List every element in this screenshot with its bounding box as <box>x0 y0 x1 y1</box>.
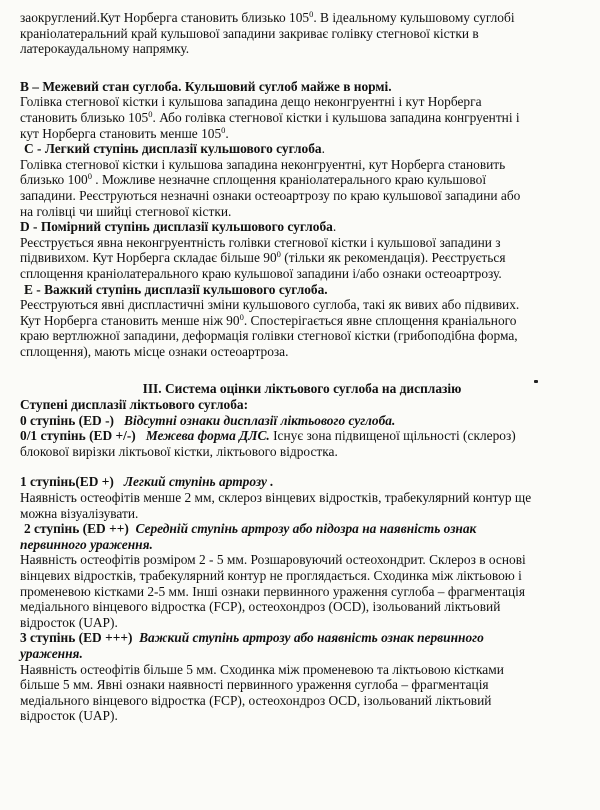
section-heading: ІІІ. Система оцінки ліктьового суглоба на дисплазію <box>142 381 462 397</box>
grade-0-line: 0 ступінь (ED -) Відсутні ознаки дисплазії ліктьового суглоба. <box>20 412 396 428</box>
hip-grade-d <box>20 219 584 281</box>
grade-2-desc-cont: первинного ураження. <box>20 536 153 552</box>
text-line: латерокаудальному напрямку. <box>20 41 190 57</box>
text-line: кут Норберга становить менше $105^0$. <box>20 124 229 141</box>
grade-01-line: 0/1 ступінь (ED +/-) Межева форма ДЛС. Існує зона підвищеної щільності (склероз) <box>20 428 516 444</box>
grade-3-line: 3 ступінь (ED +++) Важкий ступінь артрозу або наявність ознак первинного <box>20 630 484 646</box>
text-line: Наявність остеофітів більше 5 мм. Сходинка між променевою та ліктьовою кістками <box>20 661 504 677</box>
intro-paragraph <box>20 10 584 57</box>
text-line: близько $100^0$ . Можливе незначне сплощення краніолатерального краю кульшової <box>20 171 487 188</box>
text-line: краніолатеральний край кульшової западини закриває голівку стегнової кістки в <box>20 25 479 41</box>
text-line: підвивихом. Кут Норберга складає більше $90^0$ (тільки як рекомендація). Реєструється <box>20 249 506 266</box>
hip-grade-b <box>20 79 584 141</box>
text-line: більше 5 мм. Явні ознаки наявності первинного ураження суглоба – фрагментація <box>20 677 489 693</box>
grade-2-line: 2 ступінь (ED ++) Середній ступінь артрозу або підозра на наявність ознак <box>24 521 477 537</box>
text-line: відросток (UAP). <box>20 614 118 630</box>
text-line: блокової вирізки ліктьової кістки, ліктьового відростка. <box>20 443 338 459</box>
text-line: краю вертлюжної западини, деформація голівки стегнової кістки (грибоподібна форма, <box>20 328 518 344</box>
text-line: Наявність остеофітів менше 2 мм, склероз вінцевих відростків, трабекулярний контур ще <box>20 490 532 506</box>
text-line: променевою кістками 2-5 мм. Інші ознаки первинного ураження суглоба – фрагментація <box>20 583 526 599</box>
hip-grade-c <box>20 141 584 219</box>
text-line: медіального вінцевого відростка (FCP), остеохондроз OCD, ізольований ліктьовий <box>20 692 492 708</box>
grade-d-heading: D - Помірний ступінь дисплазії кульшового суглоба. <box>20 219 337 235</box>
text-line: на голівці чи шийці стегнової кістки. <box>20 203 232 219</box>
text-line: становить близько $105^0$. Або голівка стегнової кістки і кульшова западина конгруентні і <box>20 108 520 125</box>
grade-e-heading: Е - Важкий ступінь дисплазії кульшового суглоба. <box>24 281 328 297</box>
text-line: сплощення), мають місце ознаки остеоартроза. <box>20 343 289 359</box>
text-line: Наявність остеофітів розміром 2 - 5 мм. Розшаровуючий остеохондрит. Склероз в основі <box>20 552 526 568</box>
grade-c-heading: С - Легкий ступінь дисплазії кульшового суглоба. <box>24 141 325 157</box>
text-line: сплощення краніолатерального краю кульшової западини і/або ознаки остеоартрозу. <box>20 265 502 281</box>
text-line: заокруглений.Кут Норберга становить близько $105^0$. В ідеальному кульшовому суглобі <box>20 9 515 25</box>
text-line: Голівка стегнової кістки і кульшова западина неконгруентні, кут Норберга становить <box>20 156 506 172</box>
text-line: Реєструється явна неконгруентність голівки стегнової кістки і кульшової западини з <box>20 234 501 250</box>
hip-grade-e <box>20 282 584 360</box>
grade-1-line: 1 ступінь(ED +) Легкий ступінь артрозу . <box>20 474 274 490</box>
text-line: відросток (UAP). <box>20 708 118 724</box>
grade-b-heading: В – Межевий стан суглоба. Кульшовий суглоб майже в нормі. <box>20 78 392 94</box>
text-line: можна візуалізувати. <box>20 505 139 521</box>
text-line: медіального вінцевого відростка (FCP), остеохондроз (OCD), ізольований ліктьовий <box>20 599 501 615</box>
elbow-section <box>20 381 584 723</box>
text-line: Голівка стегнової кістки і кульшова западина дещо неконгруентні і кут Норберга <box>20 94 482 110</box>
text-line: вінцевих відростків, трабекулярний контур не проглядається. Сходинка між ліктьовою і <box>20 568 522 583</box>
grade-3-desc-cont: ураження. <box>20 645 83 661</box>
text-line: западини. Реєструються незначні ознаки остеоартрозу по краю кульшової западини або <box>20 187 521 203</box>
grades-heading: Ступені дисплазії ліктьового суглоба: <box>20 397 249 413</box>
scan-speck <box>534 380 538 383</box>
text-line: Кут Норберга становить менше ніж $90^0$. Спостерігається явне сплощення краніального <box>20 311 517 328</box>
text-line: Реєструються явні диспластичні зміни кульшового суглоба, такі як вивих або підвивих. <box>20 297 520 313</box>
